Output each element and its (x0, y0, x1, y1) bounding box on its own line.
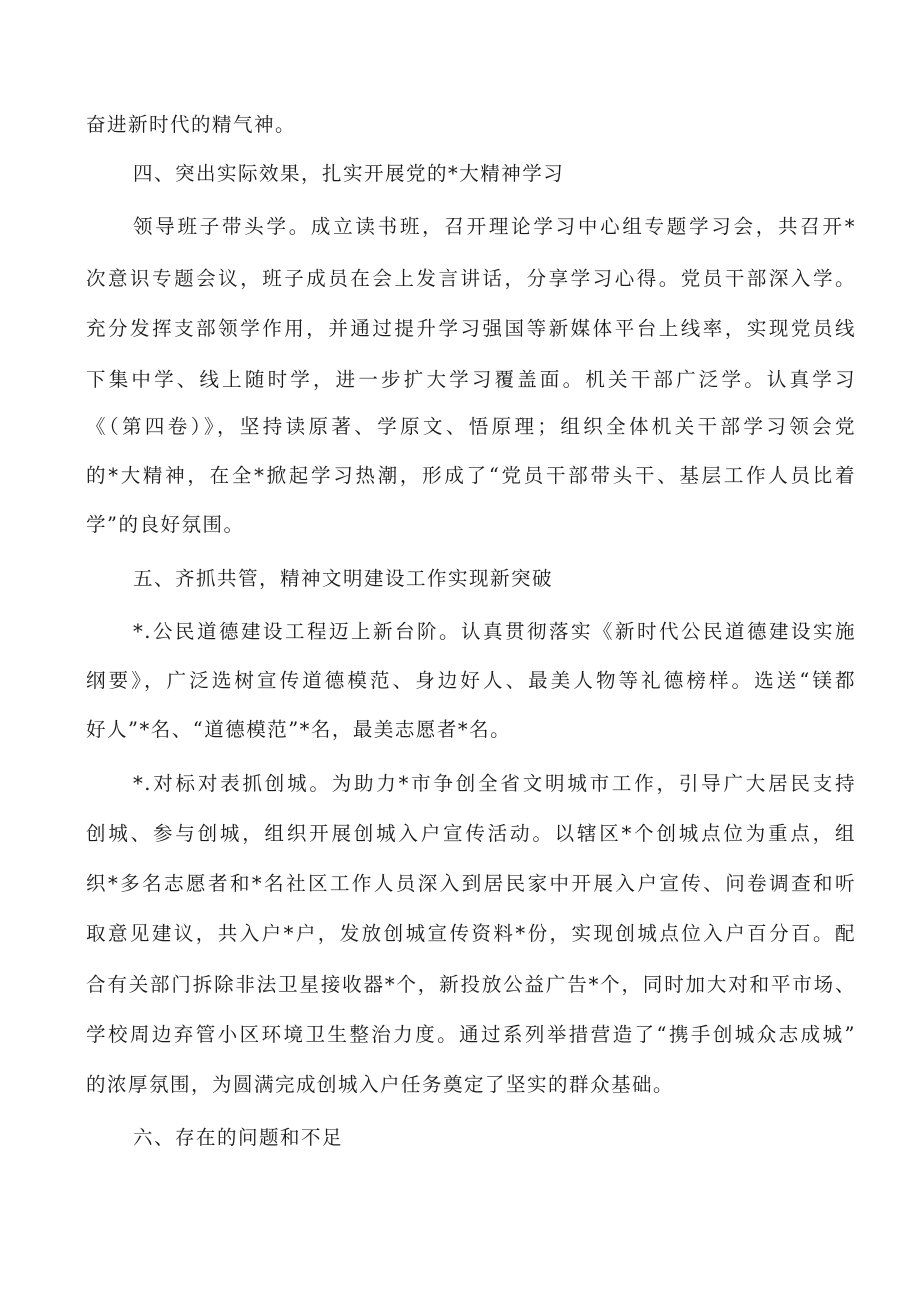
paragraph-line: 次意识专题会议，班子成员在会上发言讲话，分享学习心得。党员干部深入学。 (86, 267, 856, 290)
paragraph-line: 好人”*名、“道德模范”*名，最美志愿者*名。 (86, 718, 512, 741)
paragraph-line: 《（第四卷）》，坚持读原著、学原文、悟原理；组织全体机关干部学习领会党 (86, 415, 856, 438)
section-heading: 四、突出实际效果，扎实开展党的*大精神学习 (133, 162, 565, 185)
paragraph-line: 充分发挥支部领学作用，并通过提升学习强国等新媒体平台上线率，实现党员线 (86, 317, 856, 340)
paragraph-line: 创城、参与创城，组织开展创城入户宣传活动。以辖区*个创城点位为重点，组 (86, 822, 856, 845)
paragraph-line: 学”的良好氛围。 (86, 513, 245, 536)
paragraph-line: 的浓厚氛围，为圆满完成创城入户任务奠定了坚实的群众基础。 (86, 1073, 675, 1096)
paragraph-line: 纲要》，广泛选树宣传道德模范、身边好人、最美人物等礼德榜样。选送“镁都 (86, 669, 856, 692)
paragraph-line: 奋进新时代的精气神。 (86, 113, 297, 136)
paragraph-line: *.对标对表抓创城。为助力*市争创全省文明城市工作，引导广大居民支持 (133, 772, 856, 795)
section-heading: 五、齐抓共管，精神文明建设工作实现新突破 (133, 567, 554, 590)
section-heading: 六、存在的问题和不足 (133, 1126, 344, 1149)
paragraph-line: 学校周边弃管小区环境卫生整治力度。通过系列举措营造了“携手创城众志成城” (86, 1023, 856, 1046)
paragraph-line: 取意见建议，共入户*户，发放创城宣传资料*份，实现创城点位入户百分百。配 (86, 922, 856, 945)
paragraph-line: 织*多名志愿者和*名社区工作人员深入到居民家中开展入户宣传、问卷调查和听 (86, 872, 856, 895)
paragraph-line: *.公民道德建设工程迈上新台阶。认真贯彻落实《新时代公民道德建设实施 (133, 620, 856, 643)
paragraph-line: 的*大精神，在全*掀起学习热潮，形成了“党员干部带头干、基层工作人员比着 (86, 464, 856, 487)
paragraph-line: 领导班子带头学。成立读书班，召开理论学习中心组专题学习会，共召开* (133, 215, 856, 238)
paragraph-line: 下集中学、线上随时学，进一步扩大学习覆盖面。机关干部广泛学。认真学习 (86, 368, 856, 391)
paragraph-line: 合有关部门拆除非法卫星接收器*个，新投放公益广告*个，同时加大对和平市场、 (86, 973, 856, 996)
